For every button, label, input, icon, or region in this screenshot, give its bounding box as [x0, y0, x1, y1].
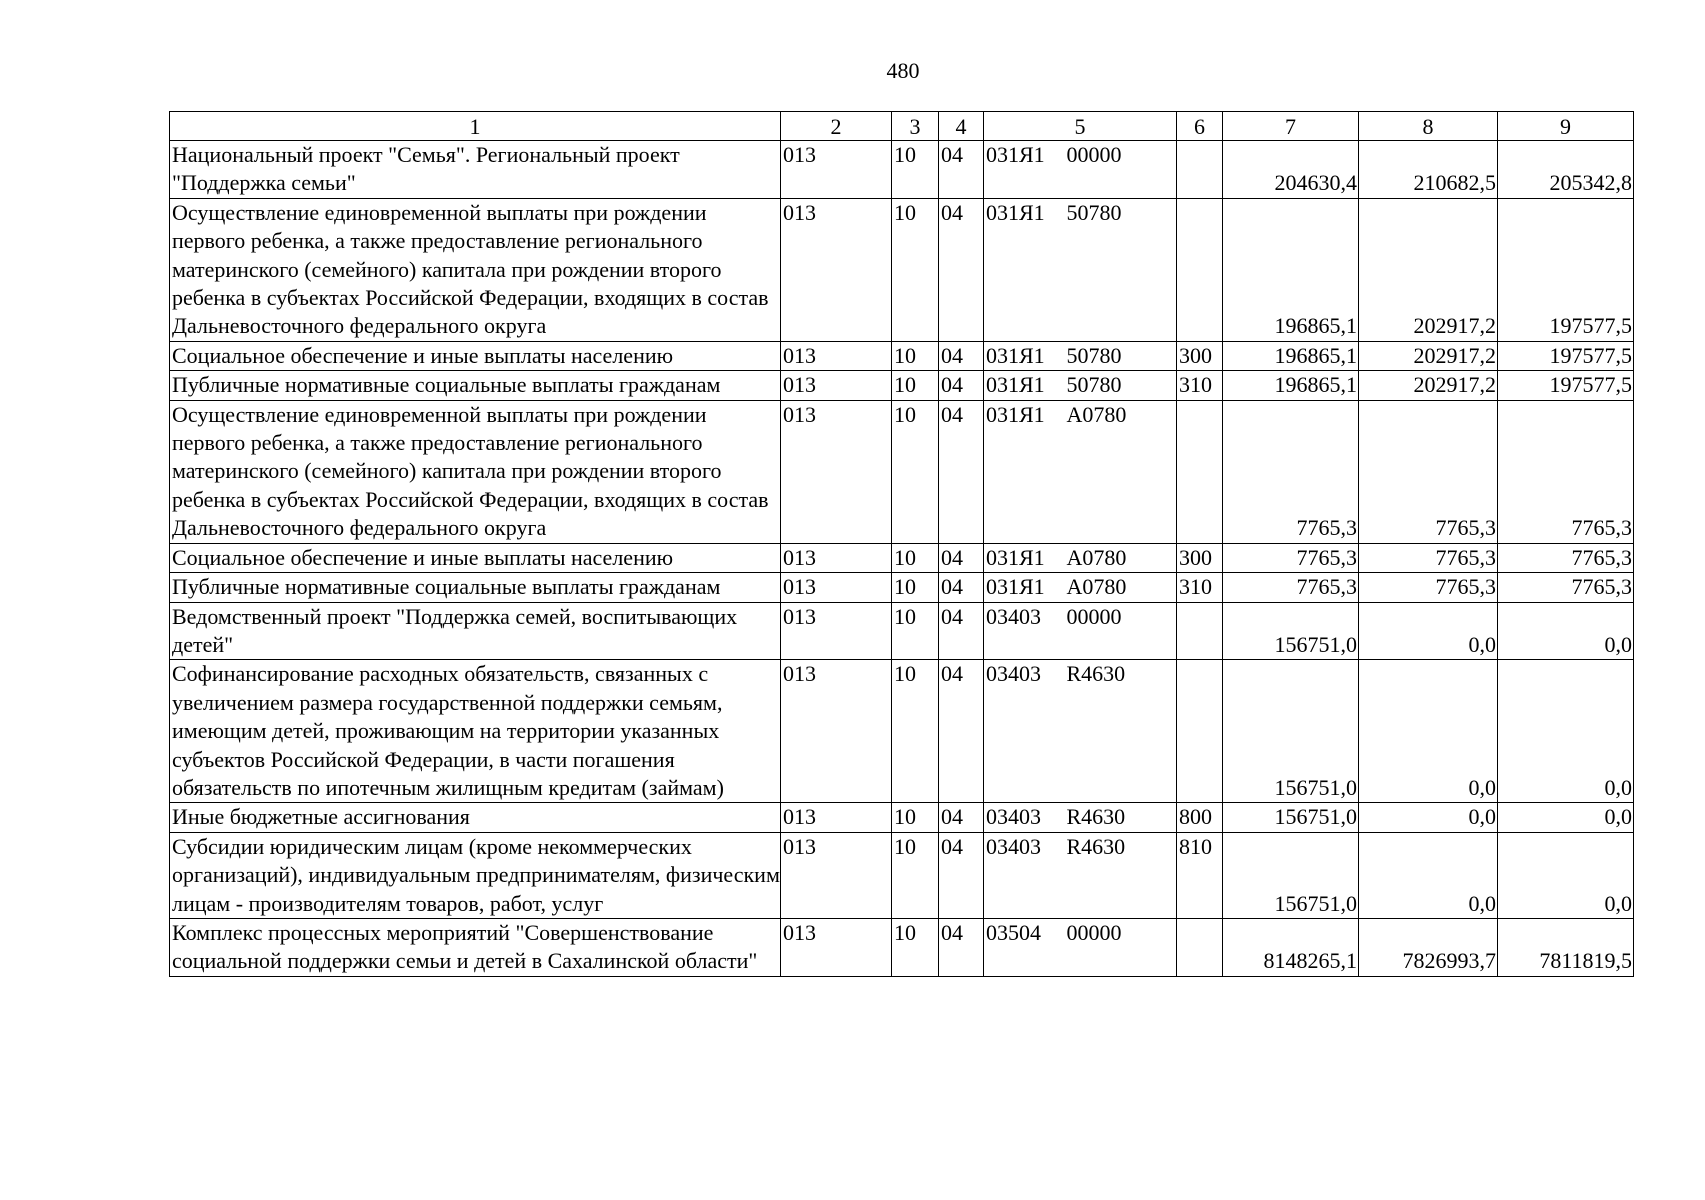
budget-table [169, 111, 1634, 977]
row-subsection: 04 [939, 602, 984, 660]
row-subsection: 04 [939, 371, 984, 400]
table-row [170, 660, 1634, 803]
row-amount-col8: 7765,3 [1359, 543, 1498, 572]
row-subsection: 04 [939, 573, 984, 602]
row-amount-col8: 7826993,7 [1359, 918, 1498, 976]
row-section: 10 [892, 141, 939, 199]
row-csr-direction: А0780 [1065, 543, 1177, 572]
row-amount-col8: 7765,3 [1359, 573, 1498, 602]
row-section: 10 [892, 371, 939, 400]
row-csr-program: 031Я1 [984, 141, 1065, 199]
row-section: 10 [892, 198, 939, 341]
page-number: 480 [886, 58, 920, 83]
row-name: Субсидии юридическим лицам (кроме некоммерческих организаций), индивидуальным предпринимателям, физическим лицам - производителям товаров, работ, услуг [170, 832, 781, 918]
row-csr-direction: 50780 [1065, 371, 1177, 400]
row-csr-program: 031Я1 [984, 573, 1065, 602]
row-expense-type [1177, 198, 1223, 341]
row-name: Комплекс процессных мероприятий "Совершенствование социальной поддержки семьи и детей в Сахалинской области" [170, 918, 781, 976]
row-expense-type [1177, 918, 1223, 976]
row-amount-col9: 7811819,5 [1498, 918, 1634, 976]
row-expense-type: 300 [1177, 341, 1223, 370]
row-name: Осуществление единовременной выплаты при рождении первого ребенка, а также предоставление регионального материнского (семейного) капитала при рождении второго ребенка в субъектах Российской Федерации, входящих в состав Дальневосточного федерального округа [170, 400, 781, 543]
row-grbs: 013 [781, 543, 892, 572]
row-csr-direction: 00000 [1065, 918, 1177, 976]
row-subsection: 04 [939, 803, 984, 832]
row-amount-col7: 156751,0 [1223, 602, 1359, 660]
row-name: Публичные нормативные социальные выплаты гражданам [170, 371, 781, 400]
row-grbs: 013 [781, 573, 892, 602]
row-amount-col8: 0,0 [1359, 602, 1498, 660]
row-expense-type: 310 [1177, 371, 1223, 400]
row-amount-col9: 0,0 [1498, 832, 1634, 918]
row-csr-direction: R4630 [1065, 832, 1177, 918]
row-grbs: 013 [781, 660, 892, 803]
row-grbs: 013 [781, 198, 892, 341]
table-row [170, 832, 1634, 918]
row-expense-type [1177, 141, 1223, 199]
row-amount-col9: 0,0 [1498, 660, 1634, 803]
table-row [170, 371, 1634, 400]
row-name: Иные бюджетные ассигнования [170, 803, 781, 832]
row-name: Софинансирование расходных обязательств, связанных с увеличением размера государственной поддержки семьям, имеющим детей, проживающим на территории указанных субъектов Российской Федерации, в части погашения обязательств по ипотечным жилищным кредитам (займам) [170, 660, 781, 803]
row-amount-col7: 7765,3 [1223, 573, 1359, 602]
row-expense-type: 800 [1177, 803, 1223, 832]
row-csr-direction: 00000 [1065, 602, 1177, 660]
row-section: 10 [892, 573, 939, 602]
header-col-2: 2 [781, 112, 892, 141]
row-csr-program: 031Я1 [984, 341, 1065, 370]
table-row [170, 141, 1634, 199]
row-amount-col8: 202917,2 [1359, 371, 1498, 400]
header-col-8: 8 [1359, 112, 1498, 141]
row-name: Публичные нормативные социальные выплаты гражданам [170, 573, 781, 602]
row-section: 10 [892, 803, 939, 832]
row-grbs: 013 [781, 602, 892, 660]
row-amount-col9: 0,0 [1498, 602, 1634, 660]
row-expense-type [1177, 400, 1223, 543]
row-csr-direction: А0780 [1065, 573, 1177, 602]
row-csr-direction: R4630 [1065, 803, 1177, 832]
row-csr-program: 031Я1 [984, 543, 1065, 572]
row-section: 10 [892, 918, 939, 976]
header-col-1: 1 [170, 112, 781, 141]
row-grbs: 013 [781, 803, 892, 832]
row-amount-col9: 197577,5 [1498, 371, 1634, 400]
row-subsection: 04 [939, 400, 984, 543]
row-amount-col7: 196865,1 [1223, 341, 1359, 370]
row-amount-col8: 202917,2 [1359, 341, 1498, 370]
header-row [170, 112, 1634, 141]
row-csr-direction: 50780 [1065, 341, 1177, 370]
table-row [170, 341, 1634, 370]
row-subsection: 04 [939, 660, 984, 803]
row-amount-col9: 7765,3 [1498, 573, 1634, 602]
row-name: Осуществление единовременной выплаты при рождении первого ребенка, а также предоставление регионального материнского (семейного) капитала при рождении второго ребенка в субъектах Российской Федерации, входящих в состав Дальневосточного федерального округа [170, 198, 781, 341]
row-amount-col9: 197577,5 [1498, 341, 1634, 370]
row-section: 10 [892, 832, 939, 918]
row-amount-col8: 7765,3 [1359, 400, 1498, 543]
row-csr-program: 03504 [984, 918, 1065, 976]
row-amount-col7: 8148265,1 [1223, 918, 1359, 976]
row-grbs: 013 [781, 371, 892, 400]
row-csr-program: 03403 [984, 660, 1065, 803]
row-expense-type [1177, 602, 1223, 660]
row-amount-col7: 204630,4 [1223, 141, 1359, 199]
row-amount-col8: 202917,2 [1359, 198, 1498, 341]
row-csr-program: 031Я1 [984, 400, 1065, 543]
table-row [170, 198, 1634, 341]
header-col-3: 3 [892, 112, 939, 141]
row-grbs: 013 [781, 400, 892, 543]
table-body [170, 141, 1634, 977]
row-amount-col7: 7765,3 [1223, 543, 1359, 572]
row-amount-col9: 7765,3 [1498, 543, 1634, 572]
row-amount-col8: 0,0 [1359, 660, 1498, 803]
row-subsection: 04 [939, 543, 984, 572]
row-subsection: 04 [939, 918, 984, 976]
header-col-4: 4 [939, 112, 984, 141]
row-expense-type: 810 [1177, 832, 1223, 918]
row-grbs: 013 [781, 918, 892, 976]
row-amount-col7: 156751,0 [1223, 660, 1359, 803]
table-row [170, 918, 1634, 976]
row-amount-col8: 0,0 [1359, 832, 1498, 918]
row-subsection: 04 [939, 141, 984, 199]
row-csr-program: 03403 [984, 832, 1065, 918]
row-name: Национальный проект "Семья". Региональный проект "Поддержка семьи" [170, 141, 781, 199]
row-amount-col9: 205342,8 [1498, 141, 1634, 199]
row-amount-col7: 196865,1 [1223, 198, 1359, 341]
table-row [170, 543, 1634, 572]
row-section: 10 [892, 341, 939, 370]
row-name: Социальное обеспечение и иные выплаты населению [170, 341, 781, 370]
row-amount-col9: 197577,5 [1498, 198, 1634, 341]
row-csr-program: 03403 [984, 803, 1065, 832]
row-csr-direction: 50780 [1065, 198, 1177, 341]
row-section: 10 [892, 543, 939, 572]
row-subsection: 04 [939, 341, 984, 370]
row-amount-col9: 0,0 [1498, 803, 1634, 832]
row-subsection: 04 [939, 832, 984, 918]
table-row [170, 602, 1634, 660]
row-amount-col7: 196865,1 [1223, 371, 1359, 400]
row-amount-col7: 156751,0 [1223, 803, 1359, 832]
header-col-6: 6 [1177, 112, 1223, 141]
table-row [170, 803, 1634, 832]
row-amount-col9: 7765,3 [1498, 400, 1634, 543]
row-csr-direction: R4630 [1065, 660, 1177, 803]
header-col-7: 7 [1223, 112, 1359, 141]
row-grbs: 013 [781, 141, 892, 199]
row-expense-type [1177, 660, 1223, 803]
row-name: Ведомственный проект "Поддержка семей, воспитывающих детей" [170, 602, 781, 660]
table-row [170, 400, 1634, 543]
row-expense-type: 310 [1177, 573, 1223, 602]
row-amount-col8: 0,0 [1359, 803, 1498, 832]
row-amount-col7: 7765,3 [1223, 400, 1359, 543]
header-col-5: 5 [984, 112, 1177, 141]
row-amount-col8: 210682,5 [1359, 141, 1498, 199]
row-amount-col7: 156751,0 [1223, 832, 1359, 918]
row-section: 10 [892, 660, 939, 803]
row-section: 10 [892, 400, 939, 543]
header-col-9: 9 [1498, 112, 1634, 141]
row-csr-program: 031Я1 [984, 371, 1065, 400]
row-grbs: 013 [781, 341, 892, 370]
table-row [170, 573, 1634, 602]
row-section: 10 [892, 602, 939, 660]
row-csr-direction: А0780 [1065, 400, 1177, 543]
row-expense-type: 300 [1177, 543, 1223, 572]
row-name: Социальное обеспечение и иные выплаты населению [170, 543, 781, 572]
row-csr-program: 031Я1 [984, 198, 1065, 341]
row-csr-direction: 00000 [1065, 141, 1177, 199]
row-subsection: 04 [939, 198, 984, 341]
row-grbs: 013 [781, 832, 892, 918]
row-csr-program: 03403 [984, 602, 1065, 660]
